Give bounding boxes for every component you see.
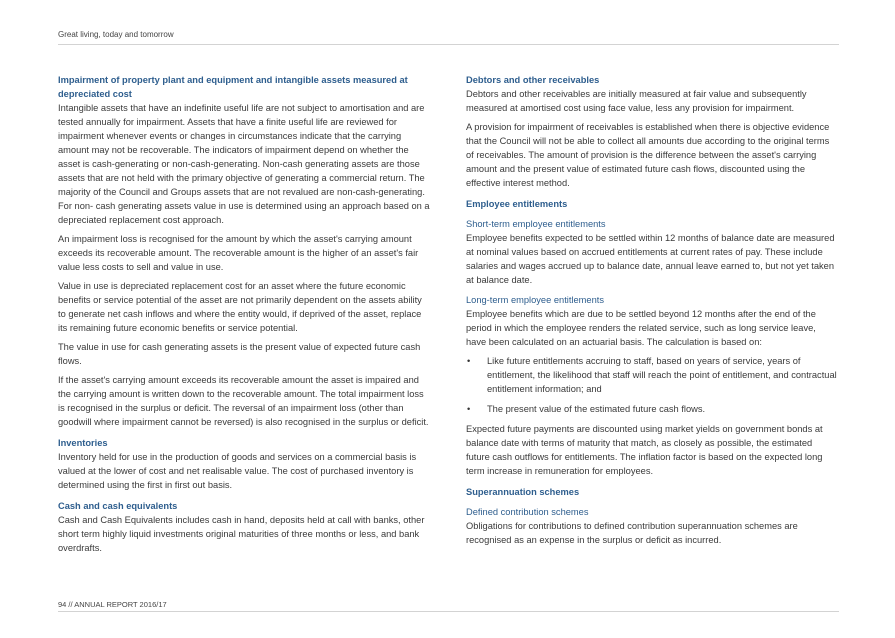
defined-contribution-heading: Defined contribution schemes	[466, 507, 589, 517]
impairment-paragraph-3: Value in use is depreciated replacement cost for an asset where the future economic benefits or service potential of the asset are not primarily dependent on the assets ability to generate net cash inflows and where the entity would, if deprived of the asset, replace its remaining future economic benefits or service potential.	[58, 281, 422, 333]
running-header: Great living, today and tomorrow	[58, 30, 174, 39]
right-column	[466, 73, 838, 552]
impairment-paragraph-2: An impairment loss is recognised for the amount by which the asset's carrying amount exceeds its recoverable amount. The recoverable amount is the higher of an asset's fair value less costs to sell and value in use.	[58, 234, 419, 272]
debtors-heading: Debtors and other receivables	[466, 75, 600, 85]
inventories-paragraph: Inventory held for use in the production of goods and services on a commercial basis is valued at the lower of cost and net realisable value. The cost of purchased inventory is determined using the first in first out basis.	[58, 452, 417, 490]
defined-contribution-paragraph: Obligations for contributions to defined contribution superannuation schemes are recognised as an expense in the surplus or deficit as incurred.	[466, 521, 798, 545]
short-term-paragraph: Employee benefits expected to be settled within 12 months of balance date are measured at nominal values based on accrued entitlements at current rates of pay. These include salaries and wages accrued up to balance date, annual leave earned to, but not yet taken at balance date.	[466, 233, 835, 285]
impairment-paragraph-4: The value in use for cash generating assets is the present value of expected future cash flows.	[58, 342, 421, 366]
impairment-paragraph-5: If the asset's carrying amount exceeds its recoverable amount the asset is impaired and the carrying amount is written down to the recoverable amount. The total impairment loss is recognised in the surplus or deficit. The reversal of an impairment loss (other than goodwill where impairment cannot be reversed) is also recognised in the surplus or deficit.	[58, 375, 429, 427]
impairment-paragraph-1: Intangible assets that have an indefinite useful life are not subject to amortisation and are tested annually for impairment. Assets that have a finite useful life are reviewed for impairment whenever events or changes in circumstances indicate that the carrying amount may not be recoverable. The indicators of impairment depend on whether the asset is cash-generating or non-cash-generating. Non-cash generating assets are those assets that are not held with the primary objective of generating a commercial return. The majority of the Council and Groups assets that are not revalued are non-cash-generating. For non- cash generating assets value in use is determined using an approach based on a depreciated replacement cost approach.	[58, 103, 430, 225]
long-term-paragraph: Employee benefits which are due to be settled beyond 12 months after the end of the period in which the employee renders the related service, such as long service leave, have been calculated on an actuarial basis. The calculation is based on:	[466, 309, 816, 347]
entitlement-bullet-list	[466, 354, 838, 416]
header-rule	[58, 44, 839, 45]
long-term-heading: Long-term employee entitlements	[466, 295, 604, 305]
bullet-item: • The present value of the estimated future cash flows.	[466, 402, 838, 416]
cash-paragraph: Cash and Cash Equivalents includes cash in hand, deposits held at call with banks, other short term highly liquid investments original maturities of three months or less, and bank overdrafts.	[58, 515, 425, 553]
short-term-heading: Short-term employee entitlements	[466, 219, 606, 229]
left-column	[58, 73, 430, 560]
superannuation-heading: Superannuation schemes	[466, 487, 580, 497]
impairment-heading: Impairment of property plant and equipment and intangible assets measured at depreciated cost	[58, 75, 408, 99]
employee-heading: Employee entitlements	[466, 199, 568, 209]
page-footer: 94 // ANNUAL REPORT 2016/17	[58, 600, 167, 609]
cash-heading: Cash and cash equivalents	[58, 501, 178, 511]
debtors-paragraph-1: Debtors and other receivables are initially measured at fair value and subsequently measured at amortised cost using face value, less any provision for impairment.	[466, 89, 807, 113]
discount-paragraph: Expected future payments are discounted using market yields on government bonds at balance date with terms of maturity that match, as closely as possible, the estimated future cash outflows for entitlements. The inflation factor is based on the expected long term increase in remuneration for employees.	[466, 424, 823, 476]
debtors-paragraph-2: A provision for impairment of receivables is established when there is objective evidence that the Council will not be able to collect all amounts due according to the original terms of receivables. The amount of provision is the difference between the asset's carrying amount and the present value of estimated future cash flows, discounted using the effective interest method.	[466, 122, 830, 188]
bullet-item: • Like future entitlements accruing to staff, based on years of service, years of entitlement, the likelihood that staff will reach the point of entitlement, and contractual entitlement information; and	[466, 354, 838, 396]
footer-rule	[58, 611, 839, 612]
inventories-heading: Inventories	[58, 438, 108, 448]
